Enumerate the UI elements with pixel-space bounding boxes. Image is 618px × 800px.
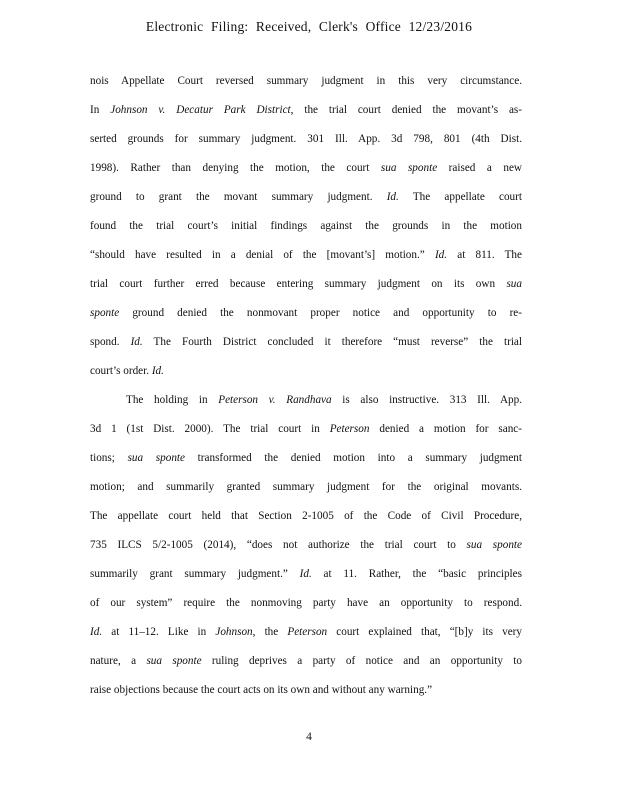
body-text-line: 735 ILCS 5/2-1005 (2014), “does not authorize the trial court to sua sponte: [90, 539, 522, 551]
body-text-line: found the trial court’s initial findings against the grounds in the motion: [90, 220, 522, 232]
body-text-line: tions; sua sponte transformed the denied motion into a summary judgment: [90, 452, 522, 464]
body-text-line: of our system” require the nonmoving party have an opportunity to respond.: [90, 597, 522, 609]
body-text-line: raise objections because the court acts on its own and without any warning.”: [90, 684, 433, 696]
body-text-line: summarily grant summary judgment.” Id. at 11. Rather, the “basic principles: [90, 568, 522, 580]
body-text-line: spond. Id. The Fourth District concluded it therefore “must reverse” the trial: [90, 336, 522, 348]
body-text-line: Id. at 11–12. Like in Johnson, the Peterson court explained that, “[b]y its very: [90, 626, 522, 638]
page-number: 4: [306, 731, 312, 743]
body-text-line: “should have resulted in a denial of the [movant’s] motion.” Id. at 811. The: [90, 249, 522, 261]
body-text-line: nois Appellate Court reversed summary judgment in this very circumstance.: [90, 75, 522, 87]
body-text-line: court’s order. Id.: [90, 365, 164, 377]
document-body: [90, 71, 522, 709]
body-text-line: ground to grant the movant summary judgment. Id. The appellate court: [90, 191, 522, 203]
body-text-line: serted grounds for summary judgment. 301 Ill. App. 3d 798, 801 (4th Dist.: [90, 133, 522, 145]
body-text-line: In Johnson v. Decatur Park District, the trial court denied the movant’s as-: [90, 104, 522, 116]
body-text-line: The holding in Peterson v. Randhava is also instructive. 313 Ill. App.: [126, 394, 523, 406]
body-text-line: trial court further erred because entering summary judgment on its own sua: [90, 278, 522, 290]
body-text-line: motion; and summarily granted summary judgment for the original movants.: [90, 481, 522, 493]
body-text-line: The appellate court held that Section 2-1005 of the Code of Civil Procedure,: [90, 510, 522, 522]
body-text-line: 1998). Rather than denying the motion, the court sua sponte raised a new: [90, 162, 523, 174]
body-text-line: sponte ground denied the nonmovant proper notice and opportunity to re-: [90, 307, 522, 319]
body-text-line: nature, a sua sponte ruling deprives a party of notice and an opportunity to: [90, 655, 522, 667]
filing-header: Electronic Filing: Received, Clerk's Office 12/23/2016: [145, 19, 473, 34]
body-text-line: 3d 1 (1st Dist. 2000). The trial court in Peterson denied a motion for sanc-: [90, 423, 522, 435]
